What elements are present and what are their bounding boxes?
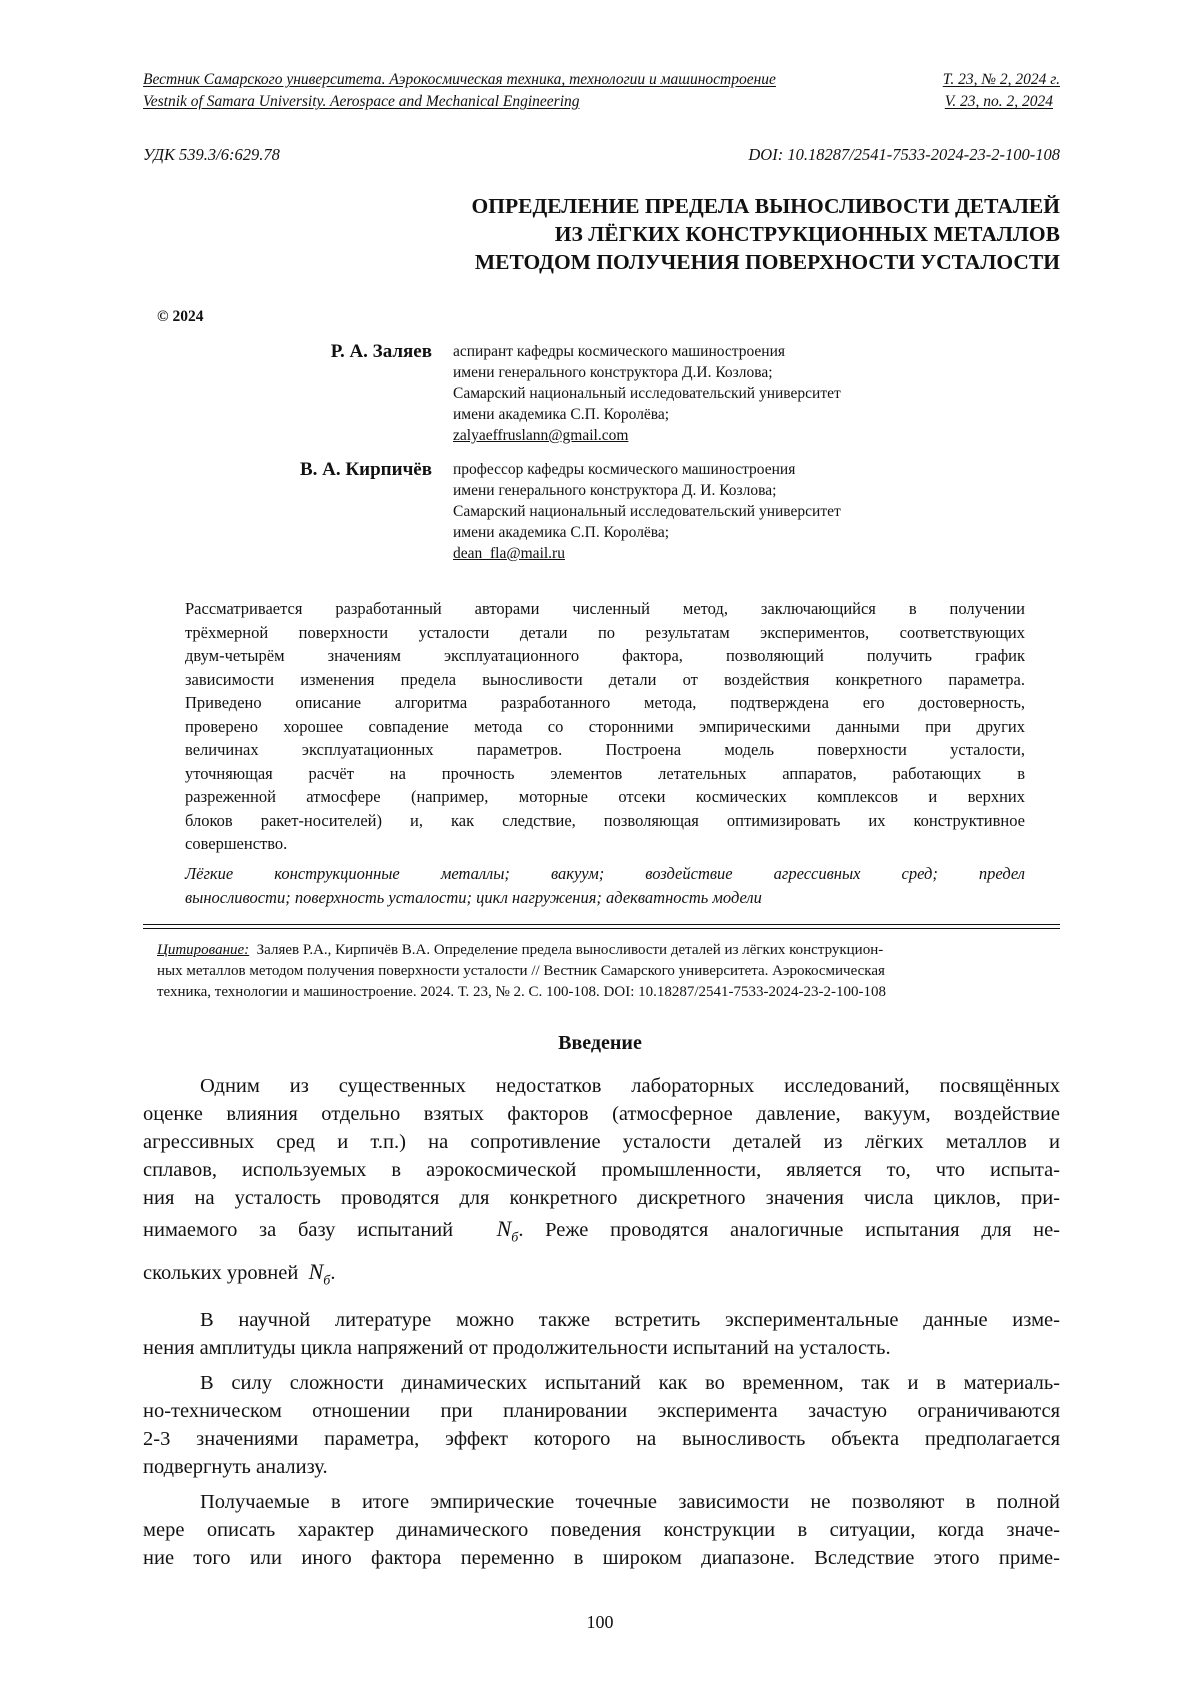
body-text-run: нимаемого за базу испытаний <box>143 1219 454 1241</box>
journal-volume-ru: Т. 23, № 2, 2024 г. <box>942 71 1060 88</box>
formula-n-base <box>308 1259 331 1289</box>
article-title <box>260 192 1060 276</box>
affiliation-line: профессор кафедры космического машиностроения <box>453 461 796 478</box>
body-line: Одним из существенных недостатков лабораторных исследований, посвящённых <box>200 1075 1060 1097</box>
author-name: В. А. Кирпичёв <box>300 459 432 480</box>
keywords-line: Лёгкие конструкционные металлы; вакуум; воздействие агрессивных сред; предел <box>185 864 1025 883</box>
identifiers <box>143 145 1060 165</box>
author-affiliation <box>453 341 841 446</box>
journal-header-en <box>143 93 1053 111</box>
body-text-run: . <box>330 1262 336 1285</box>
citation-line: техника, технологии и машиностроение. 2024. Т. 23, № 2. С. 100-108. DOI: 10.18287/2541-7533-2024-23-2-100-108 <box>157 984 887 1000</box>
abstract-line: Рассматривается разработанный авторами численный метод, заключающийся в получении <box>185 599 1025 618</box>
body-line: подвергнуть анализу. <box>143 1455 328 1478</box>
affiliation-line: Самарский национальный исследовательский университет <box>453 503 841 520</box>
body-line: ния на усталость проводятся для конкретного дискретного значения числа циклов, при- <box>143 1187 1060 1209</box>
formula-subscript: б <box>323 1273 331 1289</box>
citation-line <box>157 940 1057 961</box>
affiliation-line: аспирант кафедры космического машиностроения <box>453 343 786 360</box>
affiliation-line: имени генерального конструктора Д. И. Козлова; <box>453 482 777 499</box>
author-email[interactable]: dean_fla@mail.ru <box>453 545 565 562</box>
journal-name-en: Vestnik of Samara University. Aerospace and Mechanical Engineering <box>143 93 580 110</box>
citation-text: Заляев Р.А., Кирпичёв В.А. Определение предела выносливости деталей из лёгких конструкцион- <box>256 942 884 958</box>
journal-header-ru <box>143 71 1060 89</box>
body-line: агрессивных сред и т.п.) на сопротивление усталости деталей из лёгких металлов и <box>143 1131 1060 1153</box>
keywords-line: выносливости; поверхность усталости; цикл нагружения; адекватность модели <box>185 888 762 907</box>
affiliation-line: имени генерального конструктора Д.И. Козлова; <box>453 364 773 381</box>
body-line: ние того или иного фактора переменно в широком диапазоне. Вследствие этого приме- <box>143 1546 1060 1569</box>
body-line: Получаемые в итоге эмпирические точечные зависимости не позволяют в полной <box>200 1490 1060 1513</box>
citation-line: ных металлов методом получения поверхности усталости // Вестник Самарского университета. Аэрокосмическая <box>157 963 885 979</box>
author-name: Р. А. Заляев <box>330 341 432 362</box>
keywords <box>185 862 1025 910</box>
affiliation-line: имени академика С.П. Королёва; <box>453 406 670 423</box>
body-line: нения амплитуды цикла напряжений от продолжительности испытаний на усталость. <box>143 1336 891 1359</box>
journal-volume-en: V. 23, no. 2, 2024 <box>944 93 1053 110</box>
affiliation-line: Самарский национальный исследовательский университет <box>453 385 841 402</box>
abstract-line: Приведено описание алгоритма разработанного метода, подтверждена его достоверность, <box>185 693 1025 712</box>
doi: DOI: 10.18287/2541-7533-2024-23-2-100-108 <box>748 145 1060 164</box>
divider <box>143 928 1060 929</box>
body-text-run: . Реже проводятся аналогичные испытания для не- <box>518 1219 1061 1241</box>
body-line: оценке влияния отдельно взятых факторов (атмосферное давление, вакуум, воздействие <box>143 1103 1060 1125</box>
body-line: но-техническом отношении при планировании эксперимента зачастую ограничиваются <box>143 1399 1060 1422</box>
abstract-line: проверено хорошее совпадение метода со сторонними эмпирическими данными при других <box>185 716 1025 736</box>
udk-code: УДК 539.3/6:629.78 <box>143 145 280 164</box>
body-line <box>143 1212 1060 1255</box>
citation-block <box>157 940 1057 1003</box>
title-line: ОПРЕДЕЛЕНИЕ ПРЕДЕЛА ВЫНОСЛИВОСТИ ДЕТАЛЕЙ <box>471 194 1060 218</box>
title-line: МЕТОДОМ ПОЛУЧЕНИЯ ПОВЕРХНОСТИ УСТАЛОСТИ <box>474 250 1060 274</box>
abstract-line: зависимости изменения предела выносливости детали от воздействия конкретного параметра. <box>185 669 1025 689</box>
divider <box>143 924 1060 925</box>
copyright: © 2024 <box>157 308 204 325</box>
body-line: В научной литературе можно также встретить экспериментальные данные изме- <box>200 1308 1060 1331</box>
author-email[interactable]: zalyaeffruslann@gmail.com <box>453 427 629 444</box>
abstract-line: двум-четырём значениям эксплуатационного фактора, позволяющий получить график <box>185 646 1025 665</box>
body-line: сплавов, используемых в аэрокосмической промышленности, является то, что испыта- <box>143 1159 1060 1181</box>
abstract-line: совершенство. <box>185 834 288 853</box>
body-text <box>143 1072 1060 1572</box>
abstract <box>185 597 1025 856</box>
abstract-line: блоков ракет-носителей) и, как следствие, позволяющая оптимизировать их конструктивное <box>185 810 1025 830</box>
body-line <box>143 1255 1060 1298</box>
body-line: В силу сложности динамических испытаний как во временном, так и в материаль- <box>200 1371 1060 1394</box>
author-affiliation <box>453 459 841 564</box>
formula-symbol: N <box>496 1216 512 1241</box>
abstract-line: величинах эксплуатационных параметров. Построена модель поверхности усталости, <box>185 740 1025 759</box>
section-heading: Введение <box>558 1032 642 1054</box>
abstract-line: трёхмерной поверхности усталости детали по результатам экспериментов, соответствующих <box>185 622 1025 642</box>
title-line: ИЗ ЛЁГКИХ КОНСТРУКЦИОННЫХ МЕТАЛЛОВ <box>554 222 1060 246</box>
formula-symbol: N <box>308 1259 324 1285</box>
formula-n-base <box>496 1216 519 1246</box>
citation-label: Цитирование: <box>157 942 250 958</box>
body-line: мере описать характер динамического поведения конструкции в ситуации, когда значе- <box>143 1518 1060 1541</box>
journal-name-ru: Вестник Самарского университета. Аэрокосмическая техника, технологии и машиностроение <box>143 71 776 88</box>
page-number: 100 <box>586 1612 614 1632</box>
body-text-run: скольких уровней <box>143 1262 299 1285</box>
abstract-line: разреженной атмосфере (например, моторные отсеки космических комплексов и верхних <box>185 787 1025 806</box>
body-line: 2-3 значениями параметра, эффект которого на выносливость объекта предполагается <box>143 1427 1060 1450</box>
affiliation-line: имени академика С.П. Королёва; <box>453 524 670 541</box>
formula-subscript: б <box>511 1230 519 1246</box>
abstract-line: уточняющая расчёт на прочность элементов летательных аппаратов, работающих в <box>185 763 1025 783</box>
